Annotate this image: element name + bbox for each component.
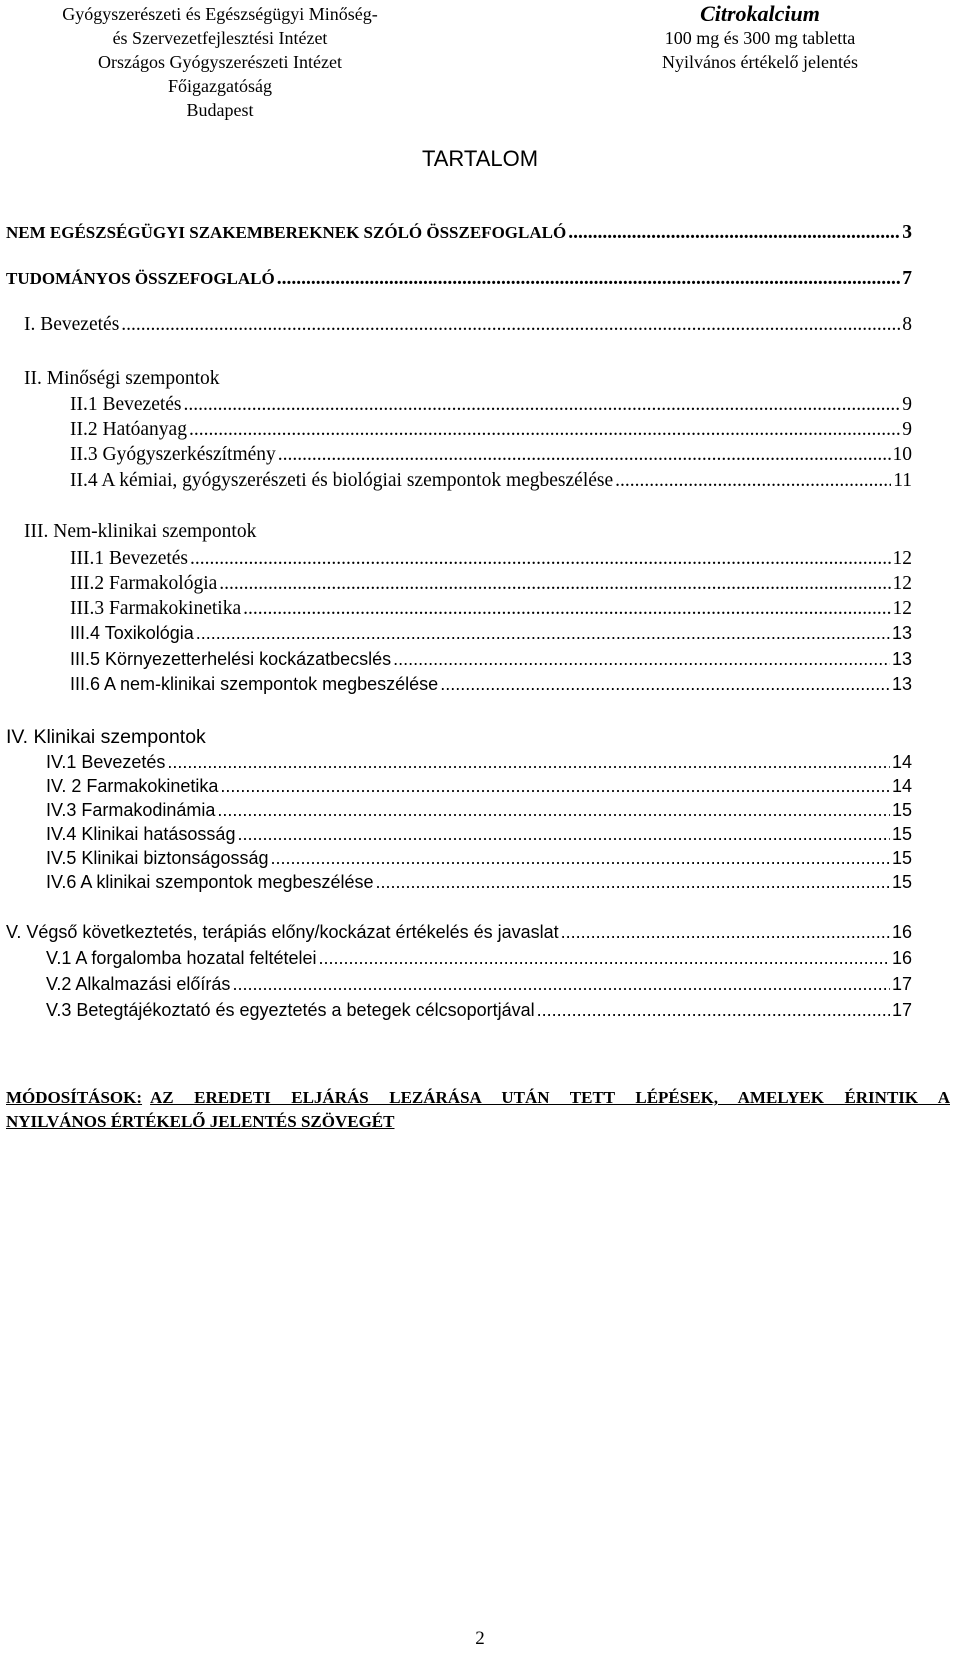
toc-page-number: 8 bbox=[902, 314, 912, 335]
toc-page-number: 12 bbox=[892, 573, 912, 594]
toc-entry-iii-4[interactable] bbox=[70, 623, 912, 644]
toc-page-number: 10 bbox=[892, 444, 912, 465]
toc-entry-iii-3[interactable] bbox=[70, 598, 912, 620]
institute-line: Budapest bbox=[186, 100, 254, 120]
toc-leader-dots bbox=[219, 573, 890, 595]
page-header bbox=[0, 0, 960, 130]
toc-leader-dots bbox=[277, 268, 901, 290]
toc-page-number: 13 bbox=[891, 649, 912, 669]
toc-entry-label: IV.4 Klinikai hatásosság bbox=[46, 824, 236, 844]
toc-page-number: 12 bbox=[892, 598, 912, 619]
toc-page-number: 13 bbox=[891, 623, 912, 643]
toc-entry-label: IV.3 Farmakodinámia bbox=[46, 800, 216, 820]
toc-entry-tudomanyos[interactable] bbox=[6, 268, 912, 290]
toc-leader-dots bbox=[376, 872, 890, 893]
page-number: 2 bbox=[475, 1628, 485, 1649]
toc-entry-iv-5[interactable] bbox=[46, 848, 912, 869]
toc-entry-label: NEM EGÉSZSÉGÜGYI SZAKEMBEREKNEK SZÓLÓ ÖSSZEFOGLALÓ bbox=[6, 223, 567, 242]
toc-leader-dots bbox=[217, 800, 890, 821]
toc-page-number: 3 bbox=[902, 222, 912, 243]
modositasok-text: AZ EREDETI ELJÁRÁS LEZÁRÁSA UTÁN TETT LÉPÉSEK, AMELYEK ÉRINTIK A bbox=[150, 1088, 950, 1107]
toc-page-number: 15 bbox=[891, 848, 912, 868]
toc-leader-dots bbox=[393, 649, 890, 670]
product-line: Nyilvános értékelő jelentés bbox=[662, 52, 858, 72]
toc-entry-iii-5[interactable] bbox=[70, 649, 912, 670]
toc-title: TARTALOM bbox=[421, 146, 539, 171]
toc-entry-iv-4[interactable] bbox=[46, 824, 912, 845]
toc-entry-label: II.2 Hatóanyag bbox=[70, 419, 187, 440]
toc-entry-v[interactable] bbox=[6, 922, 912, 943]
toc-entry-iv-1[interactable] bbox=[46, 752, 912, 773]
toc-section-iii: III. Nem-klinikai szempontok bbox=[24, 521, 257, 542]
toc-page-number: 11 bbox=[893, 470, 912, 491]
toc-leader-dots bbox=[189, 419, 900, 441]
toc-entry-label: II.4 A kémiai, gyógyszerészeti és biológiai szempontok megbeszélése bbox=[70, 470, 614, 491]
toc-page-number: 16 bbox=[891, 922, 912, 942]
toc-leader-dots bbox=[232, 974, 890, 995]
toc-entry-v-2[interactable] bbox=[46, 974, 912, 995]
toc-leader-dots bbox=[121, 314, 900, 336]
toc-entry-v-1[interactable] bbox=[46, 948, 912, 969]
toc-leader-dots bbox=[237, 824, 890, 845]
toc-leader-dots bbox=[537, 1000, 890, 1021]
toc-entry-label: IV.5 Klinikai biztonságosság bbox=[46, 848, 269, 868]
toc-entry-iii-1[interactable] bbox=[70, 548, 912, 570]
modositasok-text-line2: NYILVÁNOS ÉRTÉKELŐ JELENTÉS SZÖVEGÉT bbox=[6, 1112, 395, 1131]
toc-entry-label: III.5 Környezetterhelési kockázatbecslés bbox=[70, 649, 392, 669]
toc-leader-dots bbox=[243, 598, 890, 620]
toc-page-number: 15 bbox=[891, 872, 912, 892]
modositasok-heading bbox=[6, 1086, 950, 1134]
toc-page-number: 16 bbox=[891, 948, 912, 968]
toc-entry-iii-2[interactable] bbox=[70, 573, 912, 595]
toc-entry-label: IV.6 A klinikai szempontok megbeszélése bbox=[46, 872, 374, 892]
toc-leader-dots bbox=[615, 470, 891, 492]
modositasok-line bbox=[6, 1086, 950, 1110]
institute-block bbox=[0, 2, 440, 122]
toc-page-number: 15 bbox=[891, 824, 912, 844]
institute-line: Gyógyszerészeti és Egészségügyi Minőség- bbox=[62, 4, 378, 24]
toc-page-number: 14 bbox=[891, 776, 912, 796]
toc-entry-label: V. Végső következtetés, terápiás előny/kockázat értékelés és javaslat bbox=[6, 922, 559, 942]
toc-page-number: 15 bbox=[891, 800, 912, 820]
toc-page-number: 7 bbox=[902, 268, 912, 289]
institute-line: Országos Gyógyszerészeti Intézet bbox=[98, 52, 342, 72]
toc-entry-label: II.3 Gyógyszerkészítmény bbox=[70, 444, 276, 465]
toc-leader-dots bbox=[278, 444, 891, 466]
toc-leader-dots bbox=[319, 948, 890, 969]
toc-leader-dots bbox=[190, 548, 890, 570]
toc-page-number: 12 bbox=[892, 548, 912, 569]
toc-page-number: 17 bbox=[891, 1000, 912, 1020]
toc-entry-label: V.3 Betegtájékoztató és egyeztetés a betegek célcsoportjával bbox=[46, 1000, 535, 1020]
toc-entry-label: V.1 A forgalomba hozatal feltételei bbox=[46, 948, 317, 968]
toc-entry-ii-1[interactable] bbox=[70, 394, 912, 416]
toc-section-iv: IV. Klinikai szempontok bbox=[6, 726, 206, 748]
modositasok-lead: MÓDOSÍTÁSOK: bbox=[6, 1088, 143, 1107]
product-title: Citrokalcium bbox=[700, 1, 820, 26]
toc-leader-dots bbox=[184, 394, 901, 416]
toc-leader-dots bbox=[196, 623, 890, 644]
toc-entry-label: III.3 Farmakokinetika bbox=[70, 598, 242, 619]
toc-entry-ii-4[interactable] bbox=[70, 470, 912, 492]
toc-entry-label: III.1 Bevezetés bbox=[70, 548, 189, 569]
toc-entry-i[interactable] bbox=[24, 314, 912, 336]
toc-entry-label: IV.1 Bevezetés bbox=[46, 752, 166, 772]
toc-entry-label: III.4 Toxikológia bbox=[70, 623, 194, 643]
toc-entry-label: II.1 Bevezetés bbox=[70, 394, 182, 415]
toc-entry-nem-egeszsegugyi[interactable] bbox=[6, 222, 912, 244]
product-block bbox=[600, 2, 920, 74]
toc-section-ii: II. Minőségi szempontok bbox=[24, 368, 220, 389]
toc-page-number: 9 bbox=[902, 394, 912, 415]
toc-entry-label: IV. 2 Farmakokinetika bbox=[46, 776, 219, 796]
toc-entry-iv-6[interactable] bbox=[46, 872, 912, 893]
toc-entry-label: I. Bevezetés bbox=[24, 314, 120, 335]
toc-entry-iii-6[interactable] bbox=[70, 674, 912, 695]
toc-page-number: 9 bbox=[902, 419, 912, 440]
toc-entry-iv-3[interactable] bbox=[46, 800, 912, 821]
toc-entry-label: V.2 Alkalmazási előírás bbox=[46, 974, 231, 994]
institute-line: és Szervezetfejlesztési Intézet bbox=[112, 28, 328, 48]
toc-entry-iv-2[interactable] bbox=[46, 776, 912, 797]
toc-leader-dots bbox=[270, 848, 889, 869]
toc-leader-dots bbox=[220, 776, 890, 797]
toc-page-number: 13 bbox=[891, 674, 912, 694]
toc-entry-label: III.6 A nem-klinikai szempontok megbeszélése bbox=[70, 674, 439, 694]
toc-entry-ii-3[interactable] bbox=[70, 444, 912, 466]
toc-leader-dots bbox=[568, 222, 900, 244]
institute-line: Főigazgatóság bbox=[168, 76, 272, 96]
toc-page-number: 14 bbox=[891, 752, 912, 772]
toc-leader-dots bbox=[561, 922, 890, 943]
toc-leader-dots bbox=[167, 752, 890, 773]
toc-page-number: 17 bbox=[891, 974, 912, 994]
toc-entry-v-3[interactable] bbox=[46, 1000, 912, 1021]
toc-leader-dots bbox=[440, 674, 890, 695]
product-line: 100 mg és 300 mg tabletta bbox=[664, 28, 856, 48]
toc-entry-label: TUDOMÁNYOS ÖSSZEFOGLALÓ bbox=[6, 269, 275, 288]
toc-entry-label: III.2 Farmakológia bbox=[70, 573, 218, 594]
toc-entry-ii-2[interactable] bbox=[70, 419, 912, 441]
